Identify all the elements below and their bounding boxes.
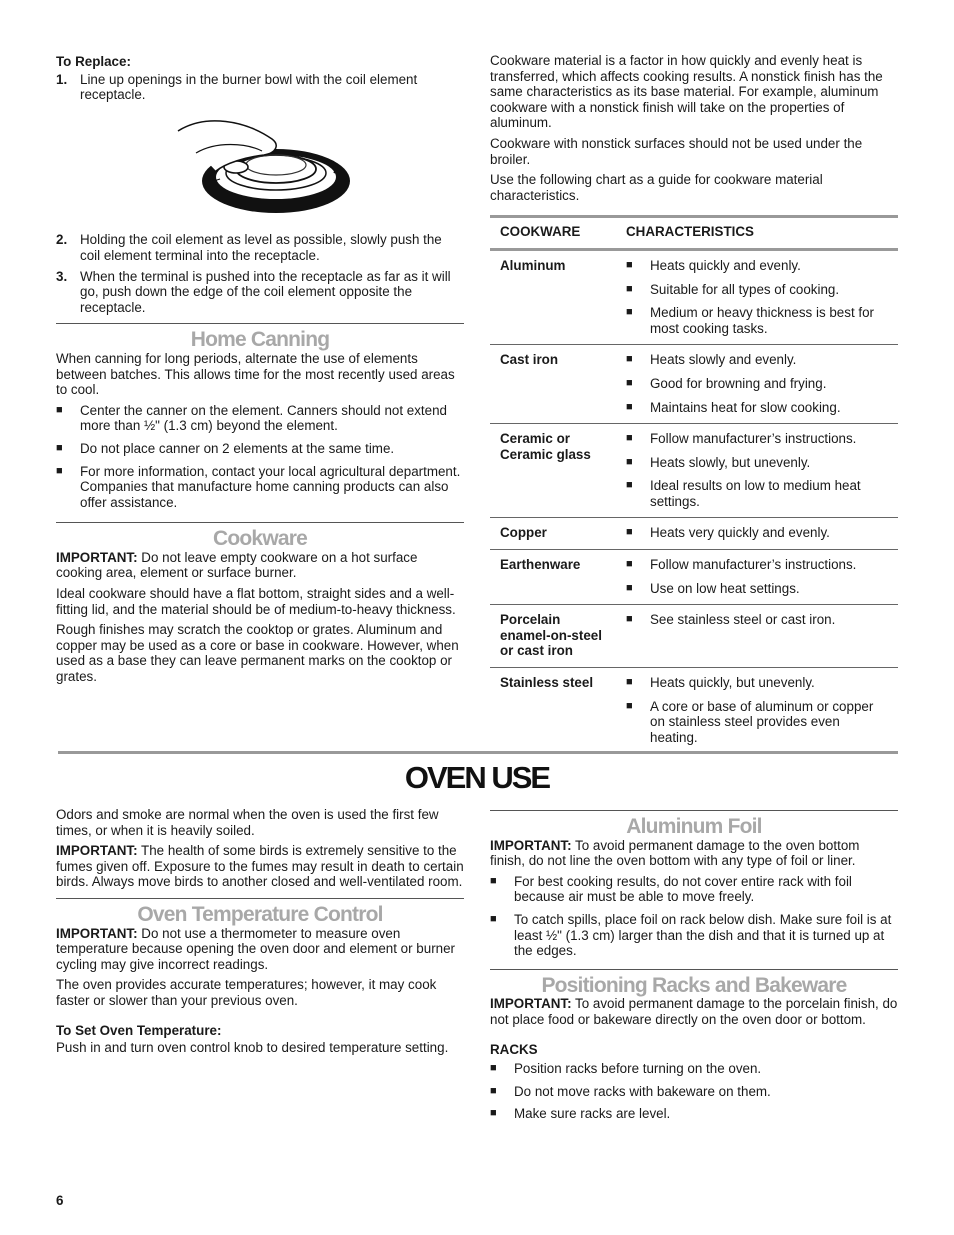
cookware-title: Cookware (213, 527, 307, 551)
list-item: ■ Heats slowly and evenly. (626, 352, 797, 368)
bullet-square-icon: ■ (626, 699, 633, 712)
characteristics-cell (616, 550, 898, 605)
bullet-square-icon: ■ (626, 558, 633, 571)
cookware-name: Copper (490, 518, 616, 550)
set-temp-text: Push in and turn oven control knob to desired temperature setting. (56, 1040, 449, 1056)
bullet-square-icon: ■ (626, 581, 633, 594)
characteristics-cell (616, 424, 898, 518)
list-item: ■ Heats slowly, but unevenly. (626, 454, 811, 470)
table-row (490, 345, 898, 424)
list-item: ■ For more information, contact your local agricultural department. Companies that manufacture home canning products can also offer assistance. (56, 463, 461, 510)
bullet-square-icon: ■ (626, 353, 633, 366)
bullet-square-icon: ■ (490, 874, 497, 887)
characteristics-cell (616, 249, 898, 344)
list-item: ■ Do not move racks with bakeware on them. (490, 1083, 771, 1099)
aluminum-foil-section (490, 810, 898, 959)
bullet-square-icon: ■ (626, 432, 633, 445)
bullet-square-icon: ■ (626, 376, 633, 389)
bullet-square-icon: ■ (626, 676, 633, 689)
characteristics-cell (616, 605, 898, 668)
step-1: 1. Line up openings in the burner bowl with the coil element receptacle. (56, 71, 418, 103)
bullet-square-icon: ■ (56, 403, 63, 416)
col-header-cookware: COOKWARE (490, 217, 616, 250)
bullet-square-icon: ■ (626, 282, 633, 295)
oven-use-title: OVEN USE (404, 760, 550, 795)
oven-temp-important: IMPORTANT: Do not use a thermometer to measure oven temperature because opening the oven door and element or burner cycling may give incorrect readings. (56, 925, 456, 972)
cookware-name: Stainless steel (490, 668, 616, 754)
bullet-square-icon: ■ (490, 1107, 497, 1120)
list-item: ■ A core or base of aluminum or copper on stainless steel provides even heating. (626, 698, 874, 745)
material-p1: Cookware material is a factor in how quickly and evenly heat is transferred, which affects cooking results. A nonstick finish has the same characteristics as its base material. For example, aluminum cookware with a nonstick finish will take on the properties of aluminum. (490, 53, 883, 131)
list-item: ■ Good for browning and frying. (626, 375, 827, 391)
right-column-bottom (490, 810, 898, 1129)
cookware-name: Earthenware (490, 550, 616, 605)
home-canning-intro: When canning for long periods, alternate the use of elements between batches. This allows time for the most recently used areas to cool. (56, 350, 455, 398)
step-2: 2. Holding the coil element as level as possible, slowly push the coil element terminal into the receptacle. (56, 232, 442, 263)
cookware-section (56, 522, 464, 684)
characteristics-cell (616, 345, 898, 424)
cookware-important: IMPORTANT: Do not leave empty cookware on a hot surface cooking area, element or surface burner. (56, 549, 418, 581)
bullet-square-icon: ■ (490, 1084, 497, 1097)
table-header-row (490, 217, 898, 250)
bullet-square-icon: ■ (626, 613, 633, 626)
oven-use-p1: Odors and smoke are normal when the oven is used the first few times, or when it is heavily soiled. (56, 807, 439, 838)
oven-temp-p1: The oven provides accurate temperatures; however, it may cook faster or slower than your previous oven. (56, 977, 437, 1008)
racks-important: IMPORTANT: To avoid permanent damage to the porcelain finish, do not place food or bakeware directly on the oven door or bottom. (490, 996, 898, 1027)
bullet-square-icon: ■ (626, 258, 633, 271)
list-item: ■ Medium or heavy thickness is best for most cooking tasks. (626, 305, 875, 336)
list-item: ■ Heats very quickly and evenly. (626, 525, 830, 541)
bullet-square-icon: ■ (626, 306, 633, 319)
list-item: ■ Follow manufacturer’s instructions. (626, 431, 857, 447)
bullet-square-icon: ■ (56, 441, 63, 454)
cookware-name: Aluminum (490, 249, 616, 344)
aluminum-foil-title: Aluminum Foil (626, 815, 762, 838)
table-row (490, 249, 898, 344)
list-item: ■ Follow manufacturer’s instructions. (626, 557, 857, 573)
to-replace-heading: To Replace: (56, 54, 131, 69)
material-p3: Use the following chart as a guide for cookware material characteristics. (490, 172, 823, 203)
oven-temp-title: Oven Temperature Control (137, 902, 383, 926)
right-column-top (490, 53, 898, 754)
list-item: ■ Maintains heat for slow cooking. (626, 399, 841, 415)
characteristics-cell (616, 518, 898, 550)
section-divider (58, 751, 898, 754)
cookware-name: Ceramic or Ceramic glass (490, 424, 616, 518)
list-item: ■ See stainless steel or cast iron. (626, 612, 836, 628)
list-item: ■ Position racks before turning on the oven. (490, 1061, 762, 1077)
bullet-square-icon: ■ (56, 464, 63, 477)
aluminum-foil-important: IMPORTANT: To avoid permanent damage to the oven bottom finish, do not line the oven bottom with any type of foil or liner. (490, 837, 860, 869)
list-item: ■ Use on low heat settings. (626, 580, 800, 596)
cookware-p2: Rough finishes may scratch the cooktop or grates. Aluminum and copper may be used as a core or base in cookware. However, when used as a base they can leave permanent marks on the cooktop or grates. (56, 622, 459, 685)
table-row (490, 605, 898, 668)
list-item: ■ Suitable for all types of cooking. (626, 281, 840, 297)
bullet-square-icon: ■ (626, 400, 633, 413)
left-column-top (56, 54, 464, 690)
list-item: ■ Heats quickly and evenly. (626, 257, 801, 273)
home-canning-section (56, 323, 464, 510)
list-item: ■ Heats quickly, but unevenly. (626, 675, 815, 691)
list-item: ■ Do not place canner on 2 elements at the same time. (56, 440, 395, 456)
list-item: ■ Ideal results on low to medium heat settings. (626, 478, 861, 509)
material-p2: Cookware with nonstick surfaces should not be used under the broiler. (490, 135, 863, 167)
home-canning-title: Home Canning (190, 328, 330, 352)
bullet-square-icon: ■ (490, 1062, 497, 1075)
list-item: ■ For best cooking results, do not cover entire rack with foil because air must be able to move freely. (490, 873, 852, 905)
burner-bowl-illustration (176, 111, 464, 223)
table-row (490, 424, 898, 518)
set-temp-heading: To Set Oven Temperature: (56, 1022, 222, 1038)
bullet-square-icon: ■ (626, 526, 633, 539)
characteristics-cell (616, 668, 898, 754)
racks-section (490, 969, 898, 1122)
table-row (490, 668, 898, 754)
oven-use-important: IMPORTANT: The health of some birds is extremely sensitive to the fumes given off. Exposure to the fumes may result in death to certain birds. Always move birds to another closed and well-ventilated room. (56, 843, 464, 890)
table-row (490, 550, 898, 605)
bullet-square-icon: ■ (626, 479, 633, 492)
cookware-name: Porcelain enamel-on-steel or cast iron (490, 605, 616, 668)
cookware-name: Cast iron (490, 345, 616, 424)
bullet-square-icon: ■ (626, 455, 633, 468)
oven-temp-section (56, 898, 464, 1056)
racks-subheading: RACKS (490, 1041, 538, 1057)
cookware-p1: Ideal cookware should have a flat bottom, straight sides and a well-fitting lid, and the material should be of medium-to-heavy thickness. (56, 586, 456, 617)
left-column-bottom (56, 807, 464, 1061)
list-item: ■ Center the canner on the element. Canners should not extend more than ½" (1.3 cm) beyond the element. (56, 402, 447, 434)
page-number: 6 (56, 1193, 64, 1208)
table-row (490, 518, 898, 550)
list-item: ■ To catch spills, place foil on rack below dish. Make sure foil is at least ½" (1.3 cm) larger than the dish and that it is turned up at the edges. (490, 911, 892, 959)
bullet-square-icon: ■ (490, 912, 497, 925)
step-3: 3. When the terminal is pushed into the receptacle as far as it will go, push down the edge of the coil element opposite the receptacle. (56, 268, 451, 315)
col-header-characteristics: CHARACTERISTICS (616, 217, 898, 250)
list-item: ■ Make sure racks are level. (490, 1106, 671, 1122)
racks-title: Positioning Racks and Bakeware (541, 973, 847, 997)
cookware-table (490, 215, 898, 754)
